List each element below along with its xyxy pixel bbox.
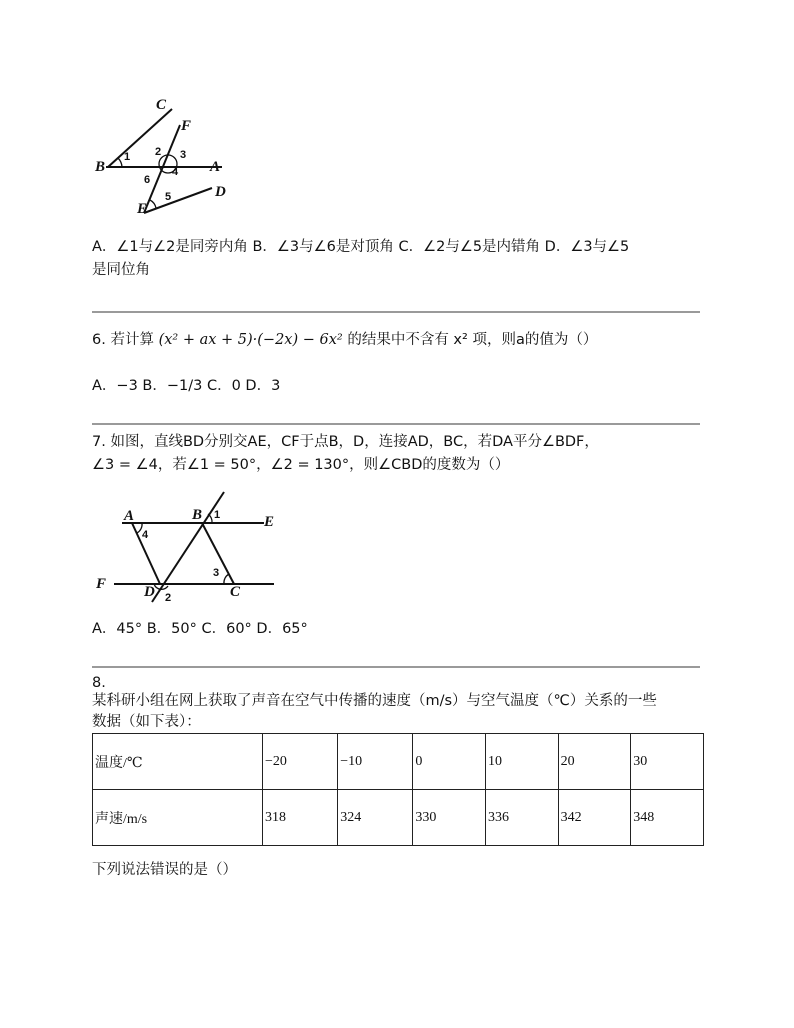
q7-options: A．45° B．50° C．60° D．65° bbox=[92, 621, 308, 637]
line-ed bbox=[144, 188, 212, 213]
q5-label-b: B bbox=[95, 159, 106, 175]
q8-question: 下列说法错误的是（） bbox=[92, 862, 237, 878]
divider-q8 bbox=[92, 666, 700, 668]
q5-angle-1: 1 bbox=[124, 151, 131, 163]
q5-options-line2: 是同位角 bbox=[92, 262, 150, 278]
table-cell: 318 bbox=[263, 790, 338, 846]
q7-label-c: C bbox=[230, 584, 241, 600]
q5-angle-2: 2 bbox=[155, 146, 162, 158]
table-cell: 10 bbox=[486, 734, 559, 790]
q5-options-line1: A．∠1与∠2是同旁内角 B．∠3与∠6是对顶角 C．∠2与∠5是内错角 D．∠3与∠5 bbox=[92, 239, 630, 255]
table-cell: 348 bbox=[631, 790, 704, 846]
q7-angle-3: 3 bbox=[213, 567, 220, 579]
q8-number: 8. bbox=[92, 675, 106, 691]
q7-label-b: B bbox=[192, 507, 203, 523]
q6-stem-suffix: 的结果中不含有 x² 项，则a的值为（） bbox=[347, 332, 598, 348]
q5-angle-6: 6 bbox=[144, 174, 151, 186]
q7-angle-2: 2 bbox=[165, 592, 172, 604]
table-cell: 336 bbox=[486, 790, 559, 846]
line-bc bbox=[108, 109, 172, 167]
table-cell: 330 bbox=[413, 790, 486, 846]
table-cell: 324 bbox=[338, 790, 413, 846]
table-row bbox=[93, 734, 704, 790]
q7-figure bbox=[92, 488, 282, 608]
q5-label-a: A bbox=[210, 159, 221, 175]
q7-stem-line2: ∠3 = ∠4，若∠1 = 50°，∠2 = 130°，则∠CBD的度数为（） bbox=[92, 457, 510, 473]
arc-angle-3 bbox=[224, 574, 229, 584]
q5-label-f: F bbox=[181, 118, 192, 134]
q5-label-c: C bbox=[156, 97, 167, 113]
q7-label-e: E bbox=[264, 514, 275, 530]
q6-stem bbox=[92, 330, 597, 350]
q7-stem-line1: 7. 如图，直线BD分别交AE，CF于点B，D，连接AD，BC，若DA平分∠BDF， bbox=[92, 434, 599, 450]
q6-expression: (x² + ax + 5)·(−2x) − 6x² bbox=[158, 332, 343, 348]
arc-angle-5 bbox=[150, 200, 156, 208]
q7-angle-1: 1 bbox=[214, 509, 221, 521]
q8-stem-line1: 某科研小组在网上获取了声音在空气中传播的速度（m/s）与空气温度（℃）关系的一些 bbox=[92, 693, 657, 709]
table-cell: −20 bbox=[263, 734, 338, 790]
q5-angle-4: 4 bbox=[172, 166, 179, 178]
q5-label-e: E bbox=[137, 201, 148, 217]
q5-label-d: D bbox=[215, 184, 226, 200]
speed-temperature-table bbox=[92, 733, 704, 846]
q5-angle-3: 3 bbox=[180, 149, 187, 161]
divider-q7 bbox=[92, 423, 700, 425]
q7-label-f: F bbox=[96, 576, 107, 592]
q6-options: A．−3 B．−1/3 C．0 D．3 bbox=[92, 378, 281, 394]
q7-label-d: D bbox=[144, 584, 155, 600]
row-header: 温度/℃ bbox=[93, 734, 263, 790]
divider-q6 bbox=[92, 311, 700, 313]
q7-label-a: A bbox=[124, 508, 135, 524]
q6-stem-prefix: 6. 若计算 bbox=[92, 332, 154, 348]
q8-stem-line2: 数据（如下表）： bbox=[92, 714, 201, 730]
table-cell: 30 bbox=[631, 734, 704, 790]
row-header: 声速/m/s bbox=[93, 790, 263, 846]
q7-angle-4: 4 bbox=[142, 529, 149, 541]
table-cell: 20 bbox=[558, 734, 631, 790]
table-cell: 342 bbox=[558, 790, 631, 846]
table-cell: −10 bbox=[338, 734, 413, 790]
table-cell: 0 bbox=[413, 734, 486, 790]
arc-angle-1 bbox=[118, 158, 122, 167]
q5-angle-5: 5 bbox=[165, 191, 172, 203]
table-row bbox=[93, 790, 704, 846]
